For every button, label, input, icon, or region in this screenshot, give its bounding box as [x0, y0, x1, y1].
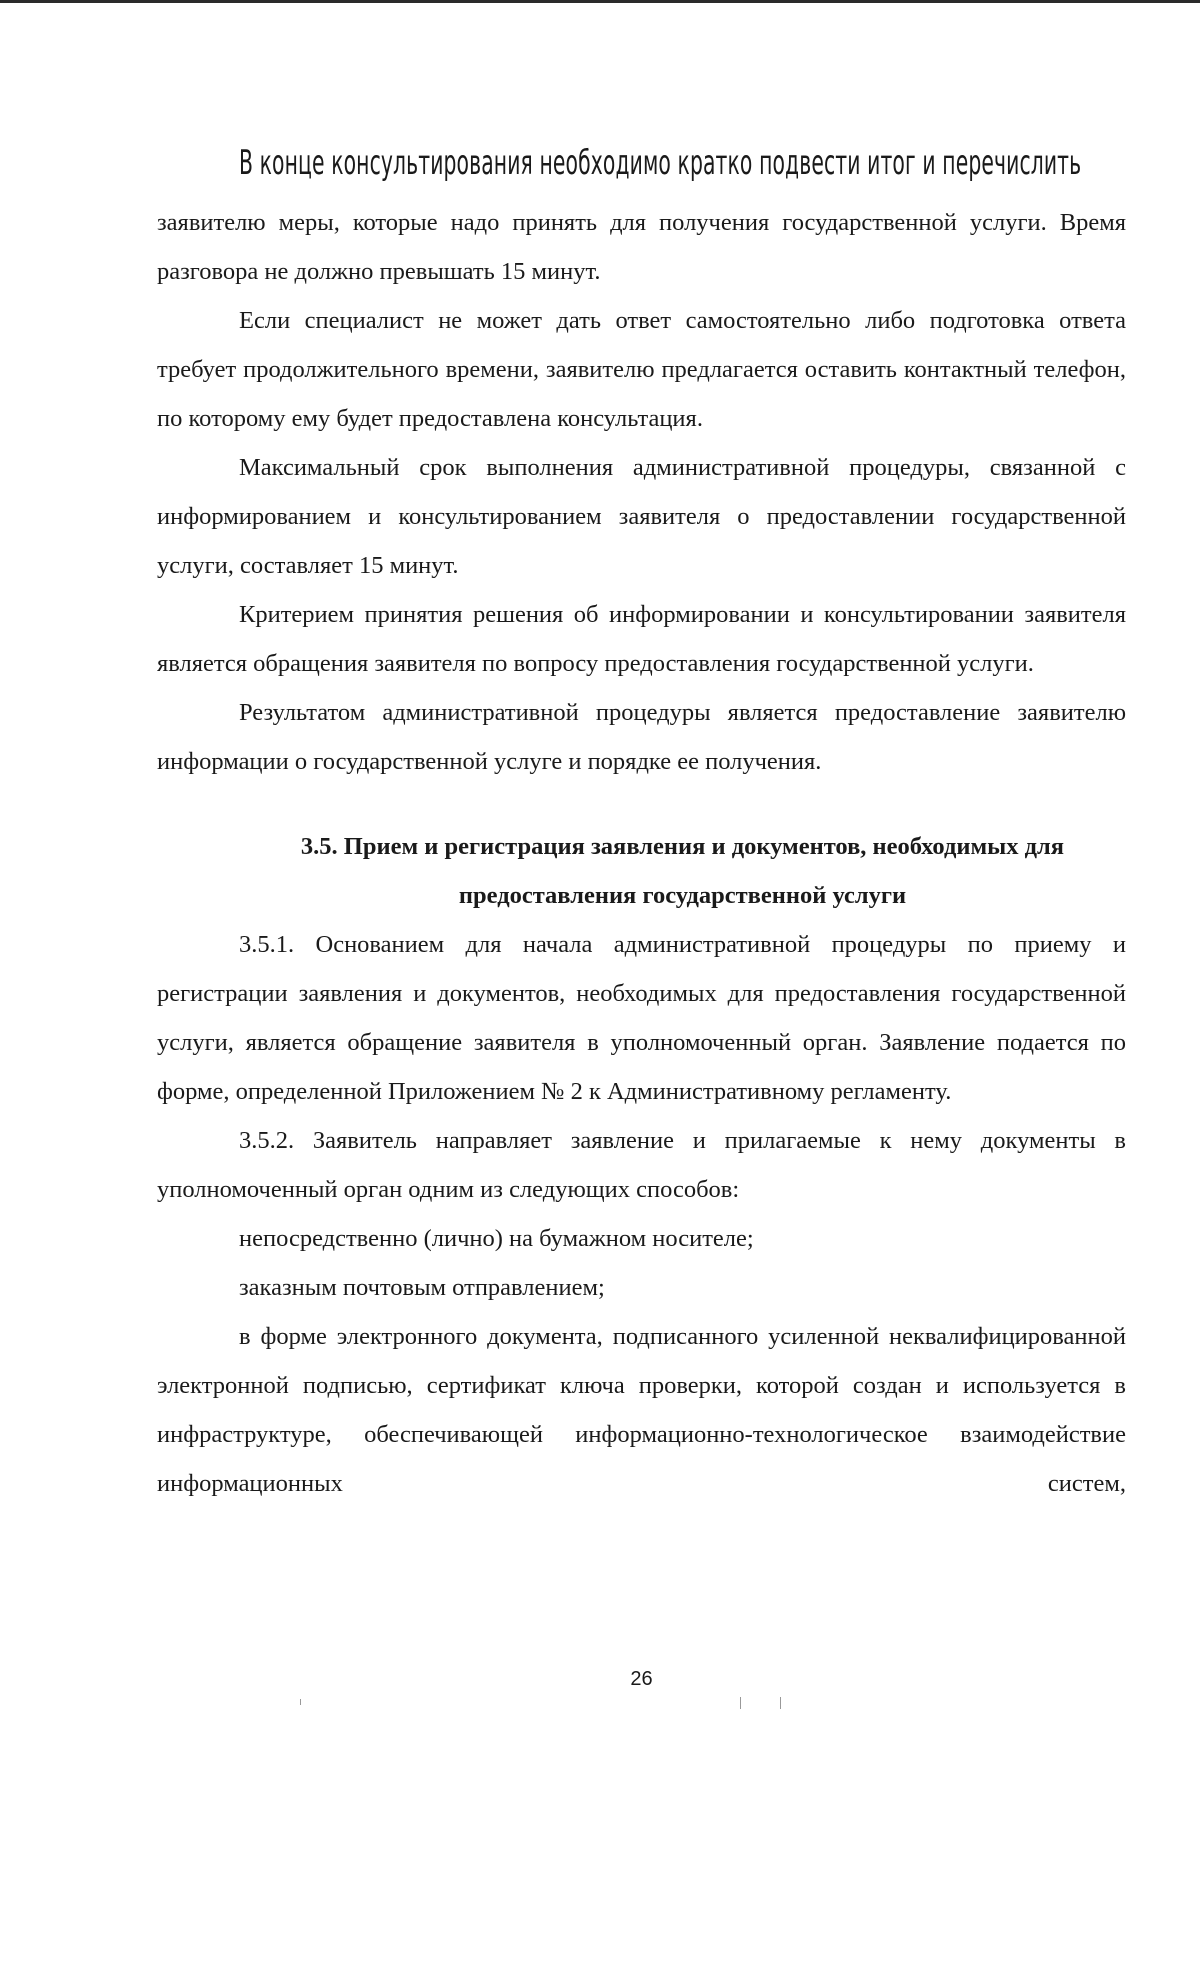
paragraph-4: Критерием принятия решения об информировании и консультировании заявителя является обращения заявителя по вопросу предоставления государственной услуги. [157, 601, 1126, 677]
paragraph-8: в форме электронного документа, подписанного усиленной неквалифицированной электронной подписью, сертификат ключа проверки, которой создан и используется в инфраструктуре, обеспечивающей информационно-технологическое взаимодействие информационных систем, [157, 1323, 1126, 1497]
scan-speck [740, 1697, 741, 1709]
paragraph-first-line: В конце консультирования необходимо кратко подвести итог и перечислить [239, 143, 1082, 183]
list-item-2: заказным почтовым отправлением; [239, 1274, 605, 1301]
paragraph-1-continuation: заявителю меры, которые надо принять для получения государственной услуги. Время разговора не должно превышать 15 минут. [157, 209, 1126, 285]
scan-speck [780, 1697, 781, 1709]
paragraph-2: Если специалист не может дать ответ самостоятельно либо подготовка ответа требует продолжительного времени, заявителю предлагается оставить контактный телефон, по которому ему будет предоставлена консультация. [157, 307, 1126, 432]
paragraph-3: Максимальный срок выполнения административной процедуры, связанной с информированием и консультированием заявителя о предоставлении государственной услуги, составляет 15 минут. [157, 454, 1126, 579]
paragraph-7: 3.5.2. Заявитель направляет заявление и прилагаемые к нему документы в уполномоченный орган одним из следующих способов: [157, 1127, 1126, 1203]
list-item-1: непосредственно (лично) на бумажном носителе; [239, 1225, 754, 1252]
paragraph-5: Результатом административной процедуры является предоставление заявителю информации о государственной услуге и порядке ее получения. [157, 699, 1126, 775]
scan-speck [300, 1699, 301, 1705]
section-heading: 3.5. Прием и регистрация заявления и документов, необходимых для предоставления государственной услуги [300, 833, 1065, 909]
scan-top-edge [0, 0, 1200, 3]
page-number: 26 [630, 1668, 653, 1690]
document-page [157, 126, 1126, 1508]
paragraph-6: 3.5.1. Основанием для начала административной процедуры по приему и регистрации заявления и документов, необходимых для предоставления государственной услуги, является обращение заявителя в уполномоченный орган. Заявление подается по форме, определенной Приложением № 2 к Административному регламенту. [157, 931, 1126, 1105]
